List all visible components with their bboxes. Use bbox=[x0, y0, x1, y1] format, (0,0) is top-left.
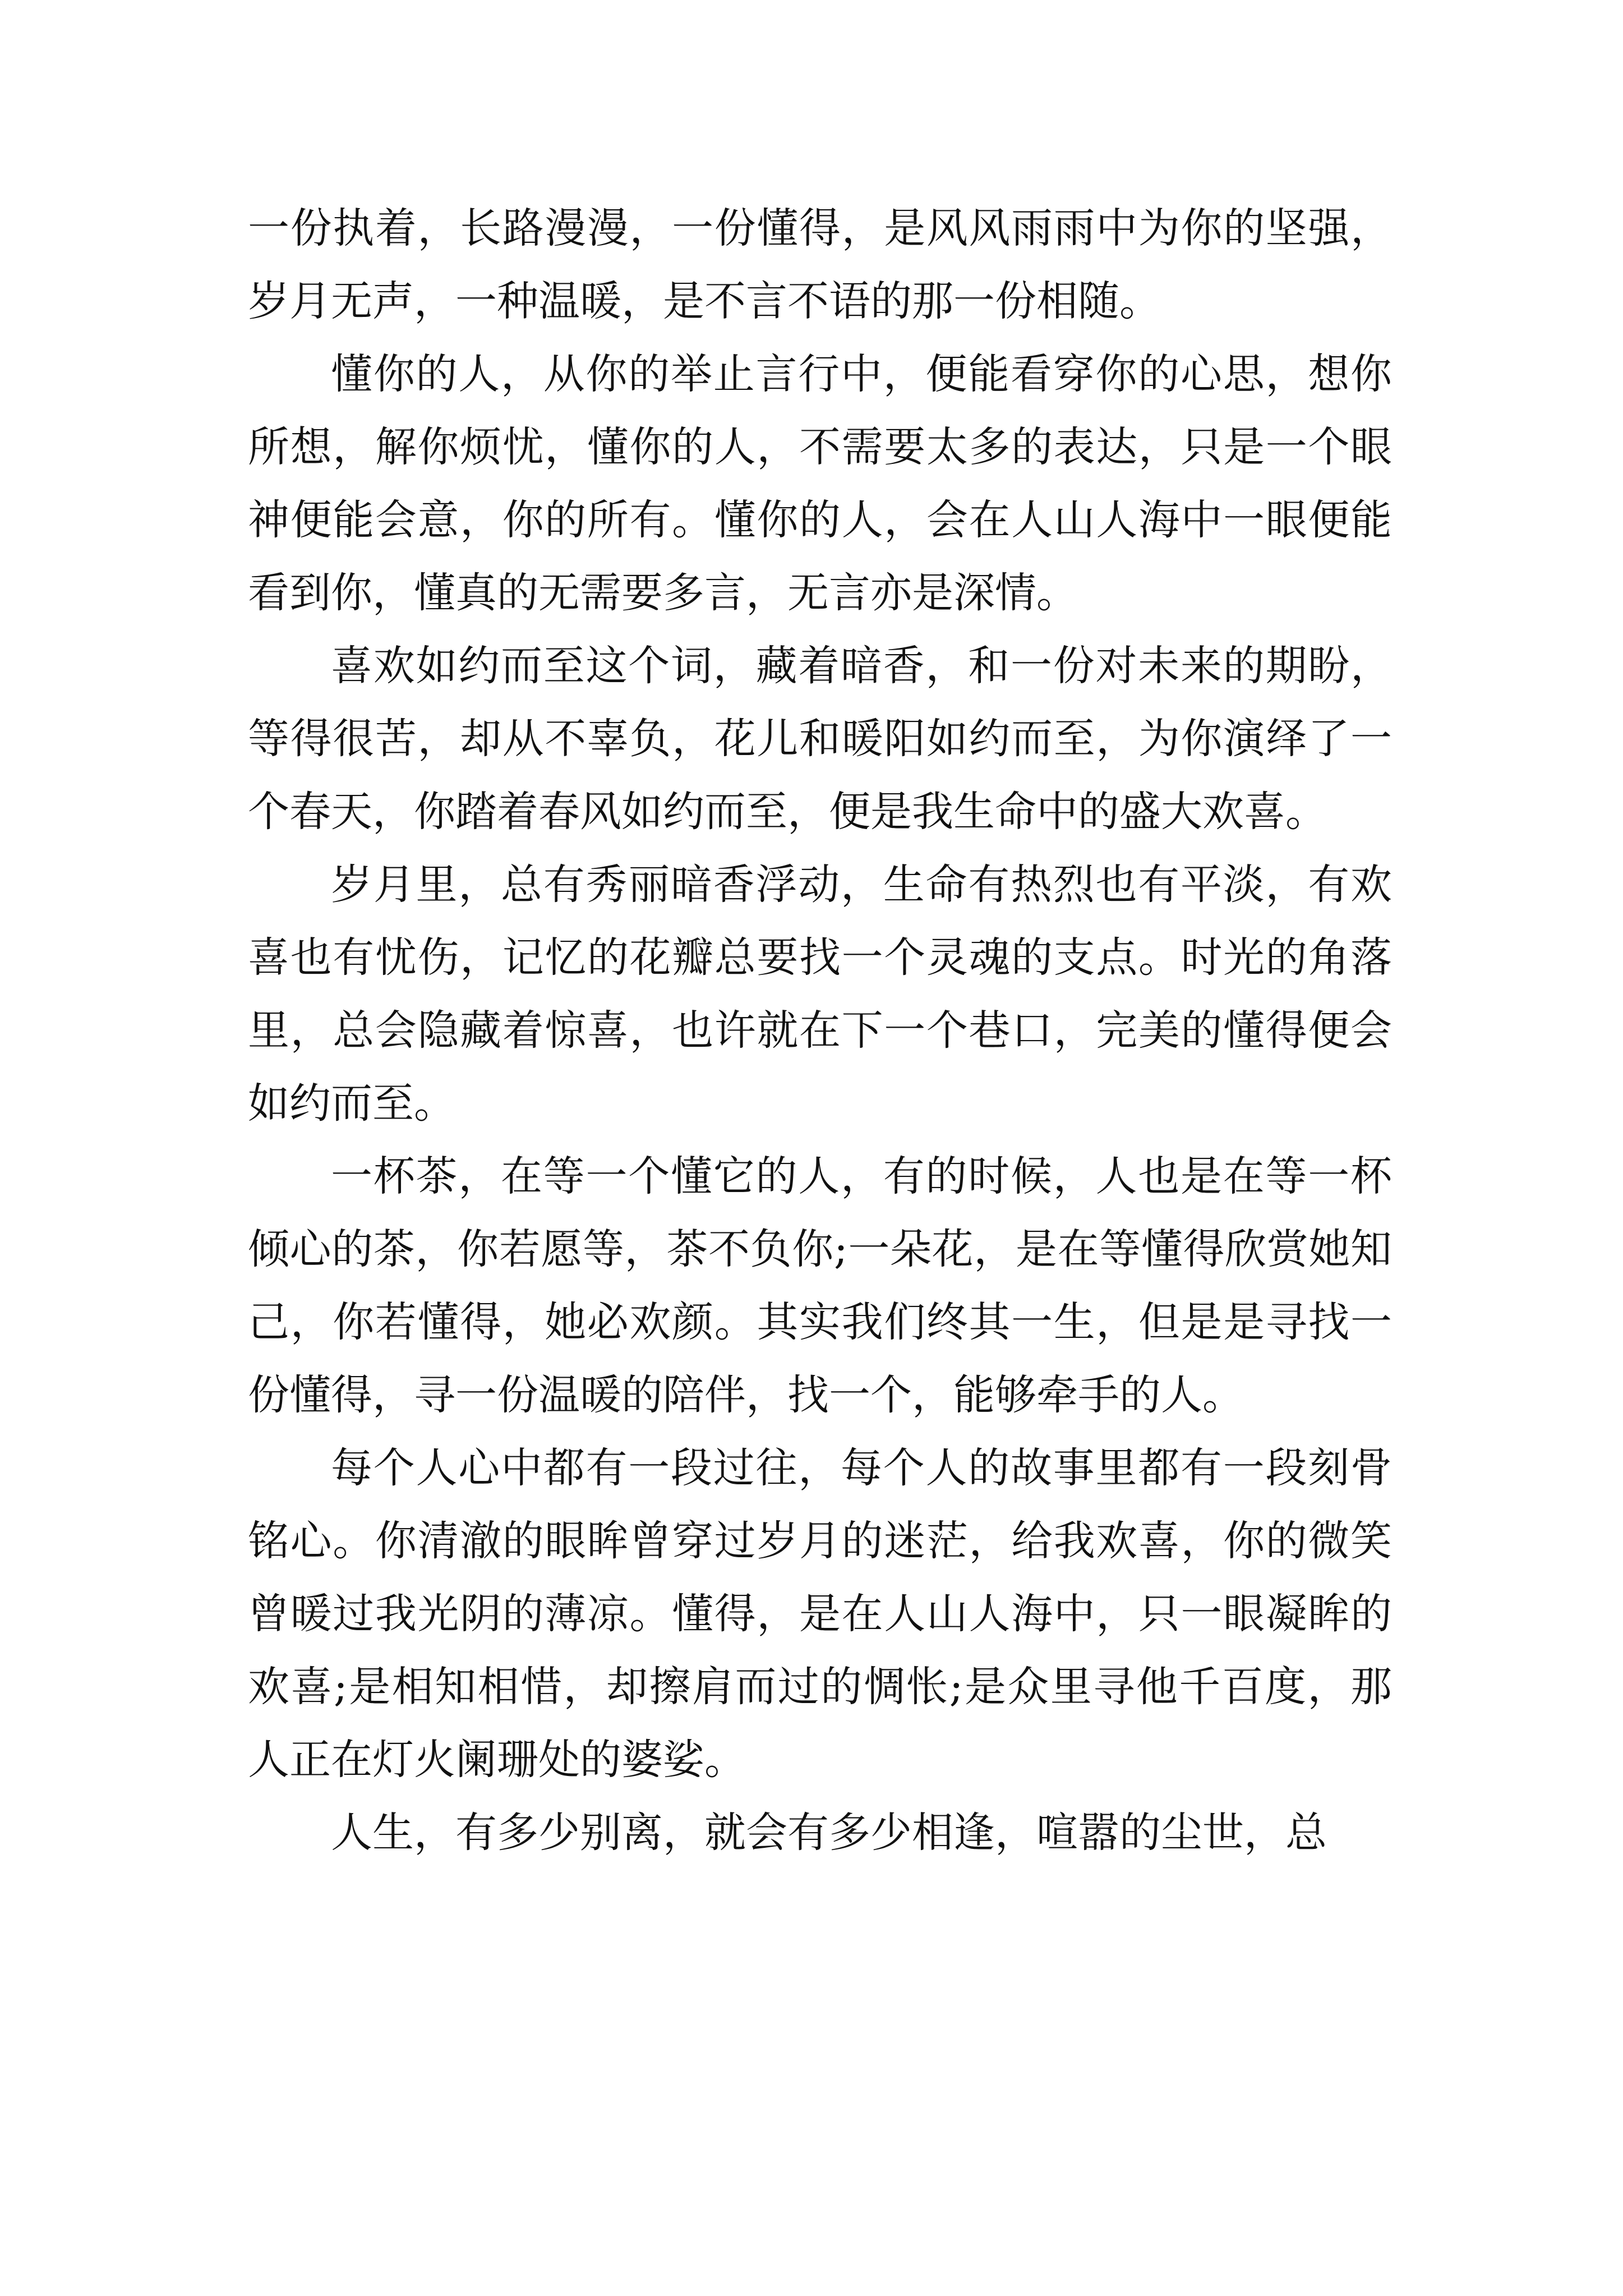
paragraph: 喜欢如约而至这个词，藏着暗香，和一份对未来的期盼，等得很苦，却从不辜负，花儿和暖阳如约而至，为你演绎了一个春天，你踏着春风如约而至，便是我生命中的盛大欢喜。 bbox=[248, 642, 1392, 836]
document-body bbox=[248, 192, 1392, 1869]
paragraph: 一杯茶，在等一个懂它的人，有的时候，人也是在等一杯倾心的茶，你若愿等，茶不负你;一朵花，是在等懂得欣赏她知己，你若懂得，她必欢颜。其实我们终其一生，但是是寻找一份懂得，寻一份温暖的陪伴，找一个，能够牵手的人。 bbox=[248, 1152, 1392, 1419]
paragraph: 岁月里，总有秀丽暗香浮动，生命有热烈也有平淡，有欢喜也有忧伤，记忆的花瓣总要找一个灵魂的支点。时光的角落里，总会隐藏着惊喜，也许就在下一个巷口，完美的懂得便会如约而至。 bbox=[248, 861, 1392, 1128]
paragraph: 每个人心中都有一段过往，每个人的故事里都有一段刻骨铭心。你清澈的眼眸曾穿过岁月的迷茫，给我欢喜，你的微笑曾暖过我光阴的薄凉。懂得，是在人山人海中，只一眼凝眸的欢喜;是相知相惜，却擦肩而过的惆怅;是众里寻他千百度，那人正在灯火阑珊处的婆娑。 bbox=[248, 1444, 1392, 1784]
paragraph-continued: 一份执着，长路漫漫，一份懂得，是风风雨雨中为你的坚强，岁月无声，一种温暖，是不言不语的那一份相随。 bbox=[248, 204, 1392, 325]
paragraph: 懂你的人，从你的举止言行中，便能看穿你的心思，想你所想，解你烦忧，懂你的人，不需要太多的表达，只是一个眼神便能会意，你的所有。懂你的人，会在人山人海中一眼便能看到你，懂真的无需要多言，无言亦是深情。 bbox=[248, 350, 1392, 617]
paragraph-truncated: 人生，有多少别离，就会有多少相逢，喧嚣的尘世，总 bbox=[331, 1809, 1327, 1857]
